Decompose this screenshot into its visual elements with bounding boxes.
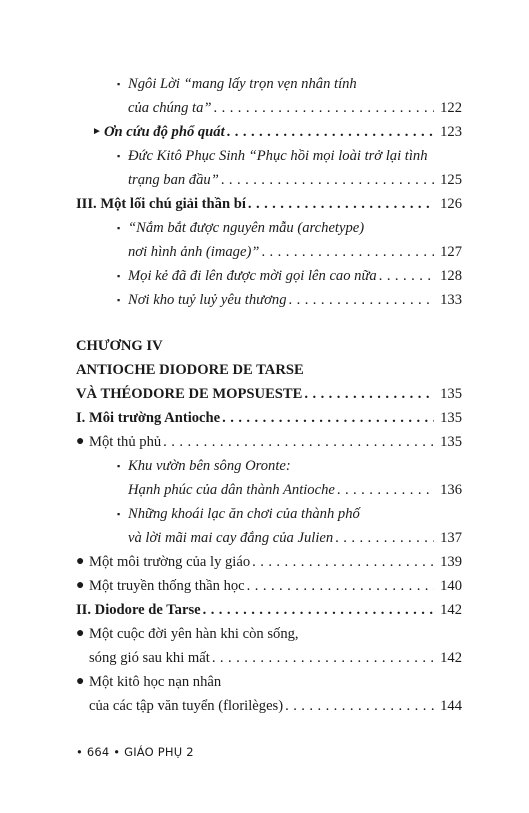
chapter-title-line: ANTIOCHE DIODORE DE TARSE: [76, 362, 304, 378]
page-number: 135: [440, 386, 462, 402]
page-number: 133: [440, 292, 462, 308]
leader-dots: [221, 168, 434, 192]
chapter-title: VÀ THÉODORE DE MOPSUESTE: [76, 386, 303, 402]
section-title: III. Một lối chú giải thần bí: [76, 196, 246, 212]
page-number: 125: [440, 172, 462, 188]
page-number: 136: [440, 482, 462, 498]
page-number: 144: [440, 698, 462, 714]
leader-dots: [214, 96, 434, 120]
leader-dots: [163, 430, 434, 454]
page-number: 127: [440, 244, 462, 260]
toc-entry: [104, 120, 462, 144]
toc-section: [76, 192, 462, 216]
toc-section: [76, 406, 462, 430]
toc-entry-line: Ngôi Lời “mang lấy trọn vẹn nhân tính: [128, 76, 357, 92]
toc-entry-title: Một thủ phủ: [89, 434, 162, 450]
leader-dots: [289, 288, 435, 312]
toc-entry: [89, 430, 462, 454]
toc-entry: [89, 574, 462, 598]
toc-entry-line: Những khoái lạc ăn chơi của thành phố: [128, 506, 360, 522]
chapter-title-entry: [76, 382, 462, 406]
toc-entry-title: sóng gió sau khi mất: [89, 650, 210, 666]
toc-entry-title: của chúng ta”: [128, 100, 212, 116]
bullet-icon: ●: [76, 434, 85, 449]
page-number: 139: [440, 554, 462, 570]
square-bullet-icon: ▪: [117, 509, 121, 519]
toc-entry: [89, 550, 462, 574]
toc-entry: [128, 168, 462, 192]
toc-entry-title: của các tập văn tuyển (florilèges): [89, 698, 284, 714]
toc-entry: [128, 526, 462, 550]
toc-entry-line: Một kitô học nạn nhân: [89, 674, 222, 690]
toc-entry: [128, 96, 462, 120]
toc-entry: [128, 288, 462, 312]
toc-entry-title: Ơn cứu độ phổ quát: [104, 124, 225, 140]
toc-entry-line: “Nắm bắt được nguyên mẫu (archetype): [128, 220, 365, 236]
leader-dots: [337, 478, 434, 502]
toc-entry-title: trạng ban đầu”: [128, 172, 219, 188]
toc-entry: [128, 264, 462, 288]
leader-dots: [252, 550, 434, 574]
toc-section: [76, 598, 462, 622]
page-number: 126: [440, 196, 462, 212]
page-number: 142: [440, 650, 462, 666]
toc-entry-line: Một cuộc đời yên hàn khi còn sống,: [89, 626, 299, 642]
square-bullet-icon: ▪: [117, 461, 121, 471]
bullet-icon: ●: [76, 674, 85, 689]
bullet-icon: ●: [76, 554, 85, 569]
toc-entry: [128, 240, 462, 264]
chapter-label: CHƯƠNG IV: [76, 338, 163, 354]
toc-entry-line: Khu vườn bên sông Oronte:: [128, 458, 291, 474]
square-bullet-icon: ▪: [117, 271, 121, 281]
page-number: 123: [440, 124, 462, 140]
page-number: 122: [440, 100, 462, 116]
section-title: II. Diodore de Tarse: [76, 602, 201, 618]
leader-dots: [227, 120, 434, 144]
section-title: I. Môi trường Antioche: [76, 410, 221, 426]
toc-entry-title: Một truyền thống thần học: [89, 578, 245, 594]
leader-dots: [304, 382, 434, 406]
toc-entry: [128, 478, 462, 502]
leader-dots: [247, 574, 434, 598]
page-number: 135: [440, 434, 462, 450]
page-number: 135: [440, 410, 462, 426]
toc-entry-title: Mọi kẻ đã đi lên được mời gọi lên cao nữa: [128, 268, 377, 284]
page-number: 142: [440, 602, 462, 618]
bullet-icon: ●: [76, 578, 85, 593]
leader-dots: [335, 526, 434, 550]
bullet-icon: ●: [76, 626, 85, 641]
toc-entry-title: và lời mãi mai cay đắng của Julien: [128, 530, 334, 546]
leader-dots: [379, 264, 434, 288]
page-footer: • 664 • GIÁO PHỤ 2: [76, 745, 194, 759]
leader-dots: [222, 406, 434, 430]
leader-dots: [212, 646, 434, 670]
toc-entry-title: Hạnh phúc của dân thành Antioche: [128, 482, 335, 498]
toc-entry: [89, 646, 462, 670]
triangle-bullet-icon: ►: [92, 126, 102, 137]
page-number: 137: [440, 530, 462, 546]
leader-dots: [285, 694, 434, 718]
toc-entry: [89, 694, 462, 718]
square-bullet-icon: ▪: [117, 223, 121, 233]
square-bullet-icon: ▪: [117, 79, 121, 89]
toc-entry-line: Đức Kitô Phục Sinh “Phục hồi mọi loài trở lại tình: [128, 148, 428, 164]
page-number: 128: [440, 268, 462, 284]
leader-dots: [248, 192, 434, 216]
page-number: 140: [440, 578, 462, 594]
toc-entry-title: Một môi trường của ly giáo: [89, 554, 251, 570]
toc-entry-title: nơi hình ảnh (image)”: [128, 244, 260, 260]
square-bullet-icon: ▪: [117, 151, 121, 161]
toc-entry-title: Nơi kho tuỷ luỷ yêu thương: [128, 292, 287, 308]
square-bullet-icon: ▪: [117, 295, 121, 305]
leader-dots: [261, 240, 434, 264]
leader-dots: [203, 598, 434, 622]
